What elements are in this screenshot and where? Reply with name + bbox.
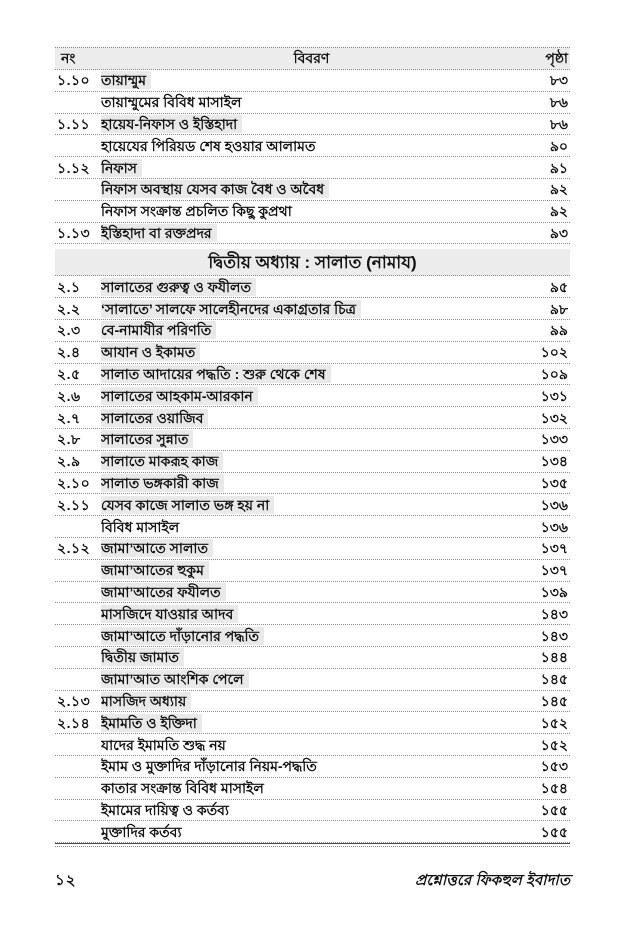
- toc-row-page: ১০২: [540, 344, 568, 361]
- toc-row-page: ৯৮: [549, 300, 568, 317]
- toc-row-page: ১৩৩: [540, 431, 568, 448]
- toc-row: [55, 516, 570, 538]
- toc-row-page: ১৩৪: [540, 453, 568, 470]
- toc-row-page: ১৫২: [540, 714, 568, 731]
- toc-row-number: ২.১: [57, 278, 81, 295]
- toc-row-title: তায়াম্মুম: [101, 71, 522, 89]
- toc-row-number: ১.১২: [57, 159, 91, 176]
- toc-row-page: ১৫৫: [540, 801, 568, 818]
- toc-row-title: মাসজিদ অধ্যায়: [101, 692, 522, 710]
- toc-row: [55, 157, 570, 179]
- toc-row: [55, 778, 570, 800]
- toc-row-number: ২.১৩: [57, 692, 91, 709]
- toc-row: [55, 92, 570, 114]
- column-header-page: পৃষ্ঠা: [545, 49, 568, 66]
- toc-row-title: ইমামের দায়িত্ব ও কর্তব্য: [101, 801, 229, 818]
- footer-book-title: প্রশ্নোত্তরে ফিকহুল ইবাদাত: [415, 872, 570, 890]
- toc-row-number: ২.১১: [57, 496, 91, 513]
- toc-row-number: ২.১৪: [57, 714, 91, 731]
- toc-row-number: ২.৫: [57, 365, 81, 382]
- toc-row: [55, 451, 570, 473]
- toc-row: [55, 385, 570, 407]
- toc-row-title: ইস্তিহাদা বা রক্তপ্রদর: [101, 224, 522, 242]
- toc-row: [55, 473, 570, 495]
- toc-row: [55, 669, 570, 691]
- toc-row-page: ১৪৫: [540, 671, 568, 688]
- toc-row-title: সালাতে মাকরূহ কাজ: [101, 452, 522, 470]
- toc-row-page: ১৫৫: [540, 823, 568, 840]
- toc-row-title: জামা’আতের ফযীলত: [101, 583, 522, 601]
- toc-row-page: ৯৯: [549, 322, 568, 339]
- toc-row-page: ৯২: [549, 203, 568, 220]
- toc-row-title: জামা’আত আংশিক পেলে: [101, 670, 522, 688]
- column-header-description: বিবরণ: [293, 49, 330, 66]
- toc-row-number: ২.৮: [57, 431, 81, 448]
- toc-row-page: ১৩৭: [540, 562, 568, 579]
- toc-row-title: ‘সালাতে’ সালফে সালেহীনদের একাগ্রতার চিত্র: [101, 300, 522, 318]
- toc-row-page: ১৪৩: [540, 627, 568, 644]
- toc-row: [55, 276, 570, 298]
- toc-row: [55, 734, 570, 756]
- toc-row: [55, 135, 570, 157]
- toc-row-page: ১৩৬: [540, 496, 568, 513]
- toc-row-page: ৮৬: [549, 115, 568, 132]
- toc-row: [55, 407, 570, 429]
- toc-row-title: নিফাস সংক্রান্ত প্রচলিত কিছু কুপ্রথা: [101, 203, 292, 220]
- toc-row-page: ৮৬: [549, 94, 568, 111]
- toc-row-page: ৯৩: [549, 224, 568, 241]
- toc-row-number: ১.১১: [57, 115, 91, 132]
- toc-row: [55, 582, 570, 604]
- toc-row-title: সালাতের সুন্নাত: [101, 430, 522, 448]
- toc-row-page: ১৩৯: [540, 583, 568, 600]
- toc-row: [55, 560, 570, 582]
- toc-row: [55, 364, 570, 386]
- toc-row-page: ১৫২: [540, 736, 568, 753]
- toc-row: [55, 800, 570, 822]
- toc-row-title: দ্বিতীয় জামাত: [101, 648, 522, 666]
- toc-row-title: মুক্তাদির কর্তব্য: [101, 823, 182, 840]
- column-header-number: নং: [61, 49, 76, 66]
- toc-row-title: ইমাম ও মুক্তাদির দাঁড়ানোর নিয়ম-পদ্ধতি: [101, 758, 317, 775]
- toc-row-title: আযান ও ইকামত: [101, 343, 522, 361]
- toc-row-page: ১৫৪: [540, 780, 568, 797]
- toc-row-number: ২.৪: [57, 344, 81, 361]
- toc-row-page: ৯০: [549, 137, 568, 154]
- toc-row-page: ১০৯: [540, 365, 568, 382]
- toc-row-title: বিবিধ মাসাইল: [101, 518, 180, 535]
- toc-row: [55, 201, 570, 223]
- toc-row-number: ২.১০: [57, 474, 91, 491]
- footer-page-number: ১২: [55, 872, 77, 890]
- toc-row-title: হায়েযের পিরিয়ড শেষ হওয়ার আলামত: [101, 137, 316, 154]
- toc-row-title: ইমামতি ও ইক্তিদা: [101, 714, 522, 732]
- toc-row-number: ২.৩: [57, 322, 81, 339]
- page-footer: [55, 869, 570, 894]
- toc-row-number: ২.২: [57, 300, 81, 317]
- toc-row-number: ২.৬: [57, 387, 81, 404]
- toc-row: [55, 538, 570, 560]
- toc-row-page: ৮৩: [549, 72, 568, 89]
- table-body: [55, 70, 570, 843]
- toc-row-number: ২.১২: [57, 540, 91, 557]
- toc-row: [55, 603, 570, 625]
- toc-row-page: ১৩৭: [540, 540, 568, 557]
- toc-row-title: সালাতের গুরুত্ব ও ফযীলত: [101, 278, 522, 296]
- toc-row: [55, 223, 570, 245]
- toc-row-page: ১৩১: [540, 387, 568, 404]
- toc-row: [55, 342, 570, 364]
- toc-row-title: যাদের ইমামতি শুদ্ধ নয়: [101, 736, 226, 753]
- toc-row: [55, 70, 570, 92]
- toc-row-page: ১৩৫: [540, 474, 568, 491]
- toc-row: [55, 821, 570, 843]
- table-of-contents: [55, 47, 570, 847]
- toc-row-title: নিফাস অবস্থায় যেসব কাজ বৈধ ও অবৈধ: [101, 180, 522, 198]
- toc-row-page: ১৪৩: [540, 605, 568, 622]
- chapter-heading: দ্বিতীয় অধ্যায় : সালাত (নামায): [55, 249, 570, 276]
- toc-row: [55, 114, 570, 136]
- toc-row-page: ১৩৬: [540, 518, 568, 535]
- toc-row: [55, 298, 570, 320]
- table-header-row: [55, 47, 570, 70]
- toc-row: [55, 691, 570, 713]
- toc-row-number: ১.১৩: [57, 224, 91, 241]
- toc-row: [55, 320, 570, 342]
- toc-row-title: তায়াম্মুমের বিবিধ মাসাইল: [101, 94, 242, 111]
- toc-row-title: জামা’আতে সালাত: [101, 539, 522, 557]
- toc-row-page: ৯২: [549, 181, 568, 198]
- toc-row-title: সালাতের ওয়াজিব: [101, 409, 522, 427]
- toc-row-title: সালাত আদায়ের পদ্ধতি : শুরু থেকে শেষ: [101, 365, 522, 383]
- toc-row-title: নিফাস: [101, 159, 522, 177]
- toc-row-title: সালাত ভঙ্গকারী কাজ: [101, 474, 522, 492]
- toc-row-title: মাসজিদে যাওয়ার আদব: [101, 605, 522, 623]
- toc-row-title: বে-নামাযীর পরিণতি: [101, 321, 522, 339]
- toc-row-page: ১৪৪: [540, 649, 568, 666]
- table-bottom-rule: [55, 843, 570, 847]
- toc-row-title: যেসব কাজে সালাত ভঙ্গ হয় না: [101, 496, 522, 514]
- toc-row: [55, 647, 570, 669]
- toc-row: [55, 756, 570, 778]
- toc-row-page: ১৩২: [540, 409, 568, 426]
- toc-row-title: সালাতের আহকাম-আরকান: [101, 387, 522, 405]
- toc-row-page: ১৪৫: [540, 692, 568, 709]
- toc-row-title: হায়েয-নিফাস ও ইস্তিহাদা: [101, 115, 522, 133]
- toc-row: [55, 625, 570, 647]
- toc-row: [55, 494, 570, 516]
- toc-row: [55, 429, 570, 451]
- toc-row-page: ৯১: [549, 159, 568, 176]
- toc-row-title: জামা’আতে দাঁড়ানোর পদ্ধতি: [101, 627, 522, 645]
- toc-row: [55, 712, 570, 734]
- toc-row-page: ১৫৩: [540, 758, 568, 775]
- toc-row: [55, 179, 570, 201]
- toc-row-number: ১.১০: [57, 72, 91, 89]
- toc-row-title: জামা’আতের হুকুম: [101, 561, 522, 579]
- toc-row-title: কাতার সংক্রান্ত বিবিধ মাসাইল: [101, 780, 264, 797]
- toc-row-page: ৯৫: [549, 278, 568, 295]
- toc-row-number: ২.৯: [57, 453, 81, 470]
- toc-row-number: ২.৭: [57, 409, 81, 426]
